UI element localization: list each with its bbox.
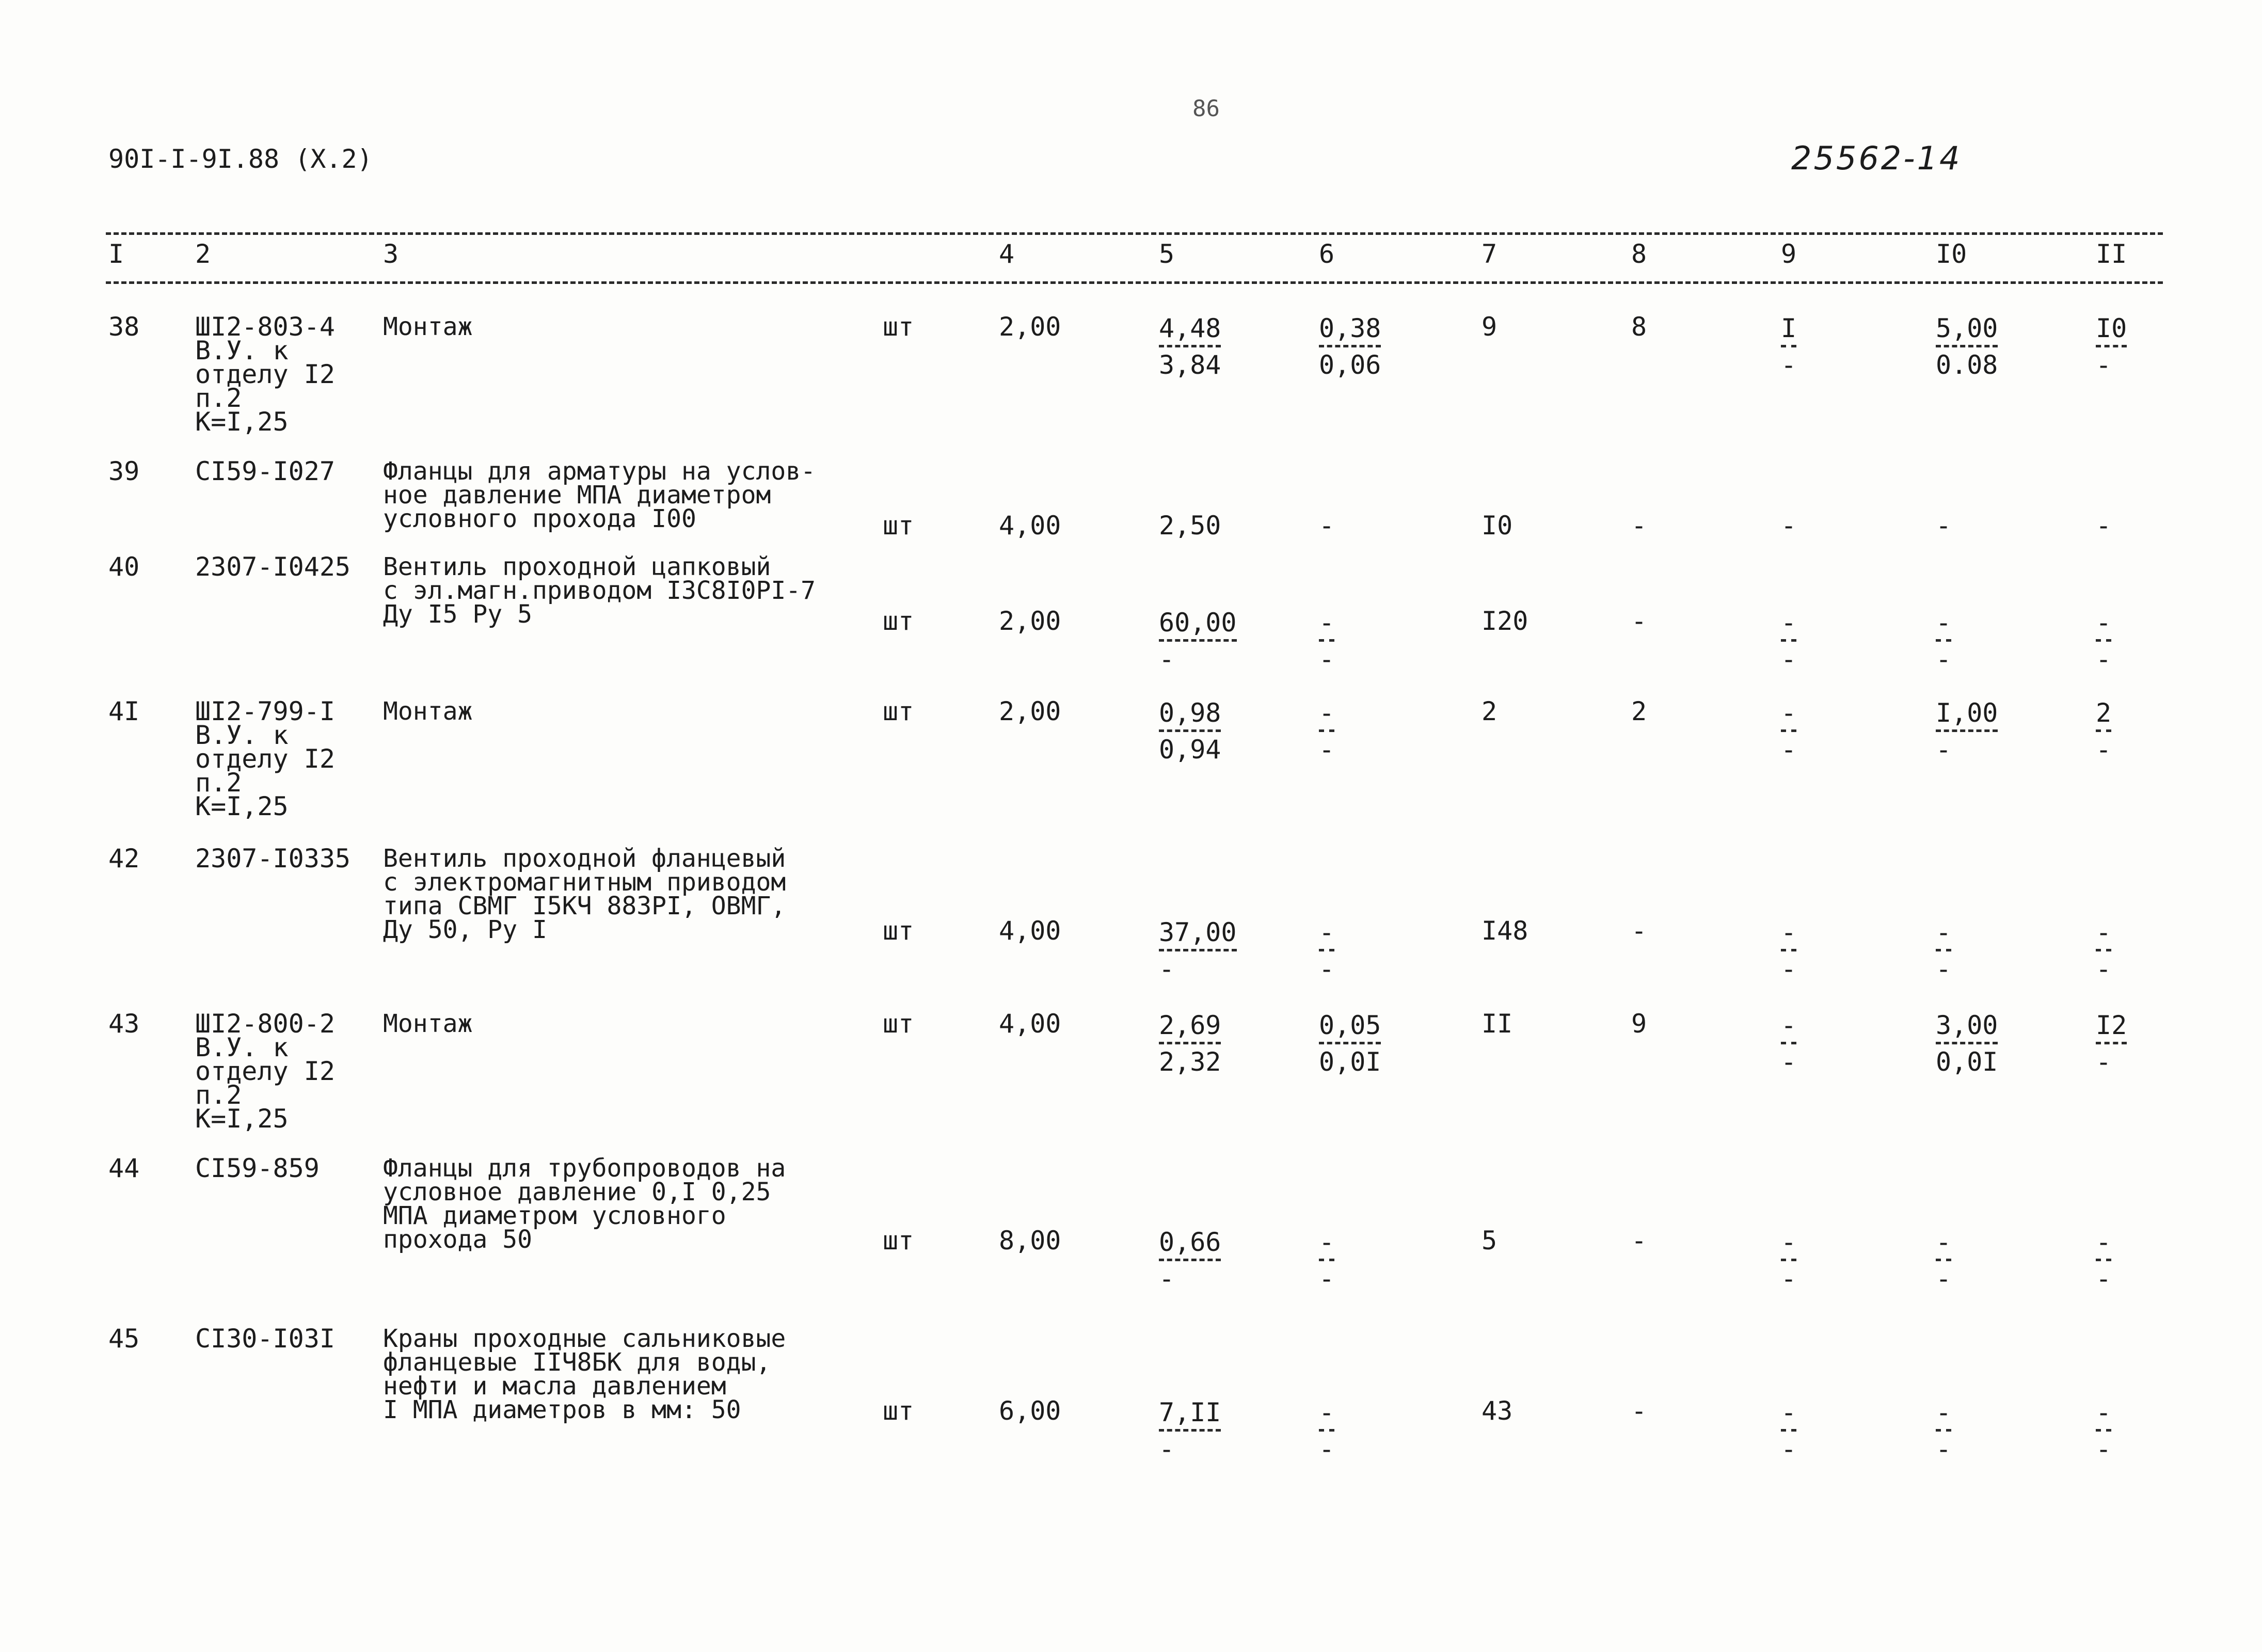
col-6-value-numerator: - (1319, 1227, 1335, 1257)
item-code: 2307-I0425 (195, 552, 351, 582)
col-6-value-fraction-bar (1319, 345, 1381, 347)
col-6-value-fraction-bar (1319, 1429, 1334, 1432)
col-6-value-fraction-bar (1319, 1259, 1334, 1261)
col-7-value: I20 (1482, 606, 1528, 636)
col-6-value-numerator: 0,05 (1319, 1010, 1381, 1040)
col-9-value-numerator: - (1781, 1397, 1797, 1427)
col-5-value-denominator: - (1159, 1434, 1175, 1464)
col-6-value-numerator: - (1319, 698, 1335, 728)
col-7-value: I0 (1482, 511, 1513, 541)
unit: шт (883, 511, 914, 541)
col-6-value-denominator: - (1319, 1264, 1335, 1294)
col-10-value-fraction-bar (1936, 949, 1951, 951)
col-9-value-numerator: I (1781, 313, 1797, 343)
col-11-value-denominator: - (2096, 735, 2112, 765)
row-number: 4I (108, 696, 140, 726)
col-10-value-denominator: - (1936, 644, 1952, 674)
col-6-value: - (1319, 511, 1335, 541)
col-5-value-fraction-bar (1159, 1259, 1221, 1261)
col-5-value-denominator: - (1159, 954, 1175, 984)
col-9-value-numerator: - (1781, 917, 1797, 947)
col-9-value (1781, 315, 1796, 378)
row-number: 45 (108, 1324, 140, 1354)
col-9-value-numerator: - (1781, 1227, 1797, 1257)
col-10-value-fraction-bar (1936, 1042, 1998, 1044)
col-6-value-fraction-bar (1319, 639, 1334, 642)
col-11-value-denominator: - (2096, 1264, 2112, 1294)
col-11-value-numerator: - (2096, 608, 2112, 638)
col-9-value-denominator: - (1781, 350, 1797, 380)
quantity: 4,00 (999, 511, 1061, 541)
quantity: 8,00 (999, 1226, 1061, 1256)
col-5-value (1159, 1229, 1221, 1292)
item-code: 2307-I0335 (195, 844, 351, 873)
col-7-value: II (1482, 1009, 1513, 1039)
col-7-value: 9 (1482, 312, 1498, 342)
col-9-value-numerator: - (1781, 698, 1797, 728)
col-6-value-denominator: - (1319, 954, 1335, 984)
column-number: I0 (1936, 239, 1967, 269)
col-10-value-numerator: 3,00 (1936, 1010, 1998, 1040)
unit: шт (883, 1396, 914, 1426)
col-11-value-fraction-bar (2096, 729, 2111, 732)
col-5-value (1159, 919, 1237, 982)
row-number: 38 (108, 312, 140, 342)
col-10-value (1936, 1012, 1998, 1075)
col-5-value-numerator: 4,48 (1159, 313, 1221, 343)
quantity: 6,00 (999, 1396, 1061, 1426)
col-6-value-denominator: 0,0I (1319, 1047, 1381, 1077)
col-11-value (2096, 1399, 2111, 1463)
col-9-value-fraction-bar (1781, 1042, 1796, 1044)
col-6-value-numerator: - (1319, 1397, 1335, 1427)
col-11-value-fraction-bar (2096, 1042, 2127, 1044)
col-9-value (1781, 700, 1796, 763)
item-description: Монтаж (383, 1009, 473, 1038)
quantity: 2,00 (999, 312, 1061, 342)
col-9-value: - (1781, 511, 1797, 541)
col-5-value-fraction-bar (1159, 639, 1237, 642)
header-bottom-rule (106, 281, 2163, 284)
column-number: 4 (999, 239, 1015, 269)
col-5-value-fraction-bar (1159, 345, 1221, 347)
sheet-code: 25562-14 (1791, 139, 1962, 177)
col-11-value-denominator: - (2096, 954, 2112, 984)
unit: шт (883, 1226, 914, 1256)
col-5-value (1159, 609, 1237, 673)
quantity: 2,00 (999, 606, 1061, 636)
col-6-value (1319, 919, 1334, 982)
col-11-value (2096, 919, 2111, 982)
col-8-value: - (1631, 1396, 1647, 1426)
col-5-value-denominator: 0,94 (1159, 735, 1221, 765)
col-8-value: 9 (1631, 1009, 1647, 1039)
col-5-value-numerator: 2,69 (1159, 1010, 1221, 1040)
col-9-value (1781, 919, 1796, 982)
col-5-value (1159, 700, 1221, 763)
col-10-value-numerator: 5,00 (1936, 313, 1998, 343)
col-6-value-fraction-bar (1319, 729, 1334, 732)
col-11-value-numerator: I2 (2096, 1010, 2127, 1040)
quantity: 4,00 (999, 916, 1061, 946)
col-8-value: 2 (1631, 696, 1647, 726)
col-9-value-numerator: - (1781, 608, 1797, 638)
item-code: CI30-I03I (195, 1324, 335, 1354)
col-10-value (1936, 609, 1951, 673)
col-5-value: 2,50 (1159, 511, 1221, 541)
col-9-value-denominator: - (1781, 1264, 1797, 1294)
col-11-value-denominator: - (2096, 1047, 2112, 1077)
col-5-value-numerator: 60,00 (1159, 608, 1237, 638)
row-number: 44 (108, 1153, 140, 1183)
row-number: 39 (108, 456, 140, 486)
col-11-value-numerator: 2 (2096, 698, 2112, 728)
col-8-value: - (1631, 916, 1647, 946)
col-5-value-denominator: 2,32 (1159, 1047, 1221, 1077)
col-5-value (1159, 1399, 1221, 1463)
col-5-value-fraction-bar (1159, 729, 1221, 732)
col-10-value-denominator: - (1936, 954, 1952, 984)
col-10-value-denominator: 0.08 (1936, 350, 1998, 380)
col-5-value-numerator: 0,98 (1159, 698, 1221, 728)
col-9-value-denominator: - (1781, 954, 1797, 984)
col-9-value (1781, 609, 1796, 673)
col-6-value-numerator: - (1319, 917, 1335, 947)
col-11-value-denominator: - (2096, 644, 2112, 674)
col-8-value: - (1631, 511, 1647, 541)
unit: шт (883, 312, 914, 342)
col-11-value-fraction-bar (2096, 1259, 2111, 1261)
col-10-value-numerator: - (1936, 917, 1952, 947)
col-11-value-numerator: - (2096, 1397, 2112, 1427)
col-6-value-numerator: - (1319, 608, 1335, 638)
col-5-value (1159, 1012, 1221, 1075)
col-7-value: 5 (1482, 1226, 1498, 1256)
column-number: 6 (1319, 239, 1335, 269)
row-number: 40 (108, 552, 140, 582)
item-code: CI59-I027 (195, 456, 335, 486)
col-5-value-fraction-bar (1159, 1429, 1221, 1432)
col-5-value-numerator: 0,66 (1159, 1227, 1221, 1257)
column-number: 5 (1159, 239, 1175, 269)
col-10-value-numerator: - (1936, 608, 1952, 638)
col-11-value-denominator: - (2096, 1434, 2112, 1464)
col-6-value-fraction-bar (1319, 1042, 1381, 1044)
col-6-value-denominator: - (1319, 735, 1335, 765)
col-11-value-fraction-bar (2096, 639, 2111, 642)
column-number: II (2096, 239, 2127, 269)
col-9-value-fraction-bar (1781, 639, 1796, 642)
col-9-value (1781, 1399, 1796, 1463)
item-description: Фланцы для трубопроводов на условное давление 0,I 0,25 МПА диаметром условного прохода 50 (383, 1154, 786, 1254)
item-code: ШI2-800-2 В.У. к отделу I2 п.2 К=I,25 (195, 1009, 335, 1134)
col-9-value-fraction-bar (1781, 729, 1796, 732)
column-number: 8 (1631, 239, 1647, 269)
col-10-value-numerator: - (1936, 1397, 1952, 1427)
col-10-value-denominator: 0,0I (1936, 1047, 1998, 1077)
col-9-value-fraction-bar (1781, 1259, 1796, 1261)
col-7-value: 2 (1482, 696, 1498, 726)
col-8-value: - (1631, 606, 1647, 636)
col-11-value (2096, 1229, 2111, 1292)
col-5-value-denominator: - (1159, 644, 1175, 674)
col-10-value (1936, 1229, 1951, 1292)
col-10-value-numerator: - (1936, 1227, 1952, 1257)
col-6-value (1319, 315, 1381, 378)
header-top-rule (106, 232, 2163, 235)
col-11-value-numerator: I0 (2096, 313, 2127, 343)
col-6-value (1319, 609, 1334, 673)
col-6-value-fraction-bar (1319, 949, 1334, 951)
col-11-value (2096, 609, 2111, 673)
col-9-value-numerator: - (1781, 1010, 1797, 1040)
col-9-value-fraction-bar (1781, 1429, 1796, 1432)
col-11-value-fraction-bar (2096, 345, 2127, 347)
column-number: 9 (1781, 239, 1797, 269)
unit: шт (883, 696, 914, 726)
col-9-value-fraction-bar (1781, 949, 1796, 951)
col-11-value-fraction-bar (2096, 949, 2111, 951)
column-number: I (108, 239, 124, 269)
item-description: Краны проходные сальниковые фланцевые IIЧ8БК для воды, нефти и масла давлением I МПА диаметров в мм: 50 (383, 1324, 786, 1424)
item-description: Монтаж (383, 312, 473, 341)
row-number: 43 (108, 1009, 140, 1039)
col-10-value (1936, 1399, 1951, 1463)
col-10-value-fraction-bar (1936, 729, 1998, 732)
quantity: 4,00 (999, 1009, 1061, 1039)
col-10-value (1936, 919, 1951, 982)
col-11-value (2096, 1012, 2127, 1075)
unit: шт (883, 1009, 914, 1039)
col-6-value-denominator: - (1319, 644, 1335, 674)
col-6-value-denominator: - (1319, 1434, 1335, 1464)
col-9-value (1781, 1229, 1796, 1292)
col-5-value-fraction-bar (1159, 949, 1237, 951)
col-5-value-numerator: 37,00 (1159, 917, 1237, 947)
col-11-value-fraction-bar (2096, 1429, 2111, 1432)
col-7-value: 43 (1482, 1396, 1513, 1426)
col-11-value: - (2096, 511, 2112, 541)
col-11-value-numerator: - (2096, 917, 2112, 947)
col-9-value (1781, 1012, 1796, 1075)
col-10-value-fraction-bar (1936, 345, 1998, 347)
col-10-value-fraction-bar (1936, 1429, 1951, 1432)
col-10-value-fraction-bar (1936, 639, 1951, 642)
item-code: CI59-859 (195, 1153, 320, 1183)
col-9-value-denominator: - (1781, 1047, 1797, 1077)
col-5-value-fraction-bar (1159, 1042, 1221, 1044)
item-description: Вентиль проходной цапковый с эл.магн.приводом I3C8I0PI-7 Ду I5 Ру 5 (383, 552, 816, 629)
col-10-value-numerator: I,00 (1936, 698, 1998, 728)
col-10-value-denominator: - (1936, 1434, 1952, 1464)
col-5-value-denominator: 3,84 (1159, 350, 1221, 380)
item-description: Вентиль проходной фланцевый с электромагнитным приводом типа СВМГ I5КЧ 883PI, ОВМГ, Ду 50, Ру I (383, 844, 786, 944)
col-8-value: - (1631, 1226, 1647, 1256)
col-11-value (2096, 700, 2111, 763)
item-description: Фланцы для арматуры на услов- ное давление МПА диаметром условного прохода I00 (383, 457, 816, 533)
col-6-value-denominator: 0,06 (1319, 350, 1381, 380)
col-10-value: - (1936, 511, 1952, 541)
col-9-value-denominator: - (1781, 644, 1797, 674)
col-10-value-fraction-bar (1936, 1259, 1951, 1261)
unit: шт (883, 606, 914, 636)
col-9-value-fraction-bar (1781, 345, 1796, 347)
col-6-value-numerator: 0,38 (1319, 313, 1381, 343)
col-11-value-numerator: - (2096, 1227, 2112, 1257)
col-10-value (1936, 700, 1998, 763)
col-11-value-denominator: - (2096, 350, 2112, 380)
column-number: 2 (195, 239, 211, 269)
col-8-value: 8 (1631, 312, 1647, 342)
item-code: ШI2-799-I В.У. к отделу I2 п.2 К=I,25 (195, 696, 335, 821)
quantity: 2,00 (999, 696, 1061, 726)
col-5-value-numerator: 7,II (1159, 1397, 1221, 1427)
document-code: 90I-I-9I.88 (X.2) (108, 144, 373, 174)
page-number: 86 (1192, 96, 1220, 122)
col-9-value-denominator: - (1781, 735, 1797, 765)
row-number: 42 (108, 844, 140, 873)
col-6-value (1319, 1012, 1381, 1075)
col-10-value (1936, 315, 1998, 378)
col-10-value-denominator: - (1936, 1264, 1952, 1294)
col-6-value (1319, 1399, 1334, 1463)
col-5-value-denominator: - (1159, 1264, 1175, 1294)
unit: шт (883, 916, 914, 946)
column-number: 7 (1482, 239, 1498, 269)
item-code: ШI2-803-4 В.У. к отделу I2 п.2 К=I,25 (195, 312, 335, 437)
col-10-value-denominator: - (1936, 735, 1952, 765)
item-description: Монтаж (383, 697, 473, 726)
col-7-value: I48 (1482, 916, 1528, 946)
col-9-value-denominator: - (1781, 1434, 1797, 1464)
col-6-value (1319, 1229, 1334, 1292)
col-6-value (1319, 700, 1334, 763)
col-11-value (2096, 315, 2127, 378)
column-number: 3 (383, 239, 399, 269)
col-5-value (1159, 315, 1221, 378)
